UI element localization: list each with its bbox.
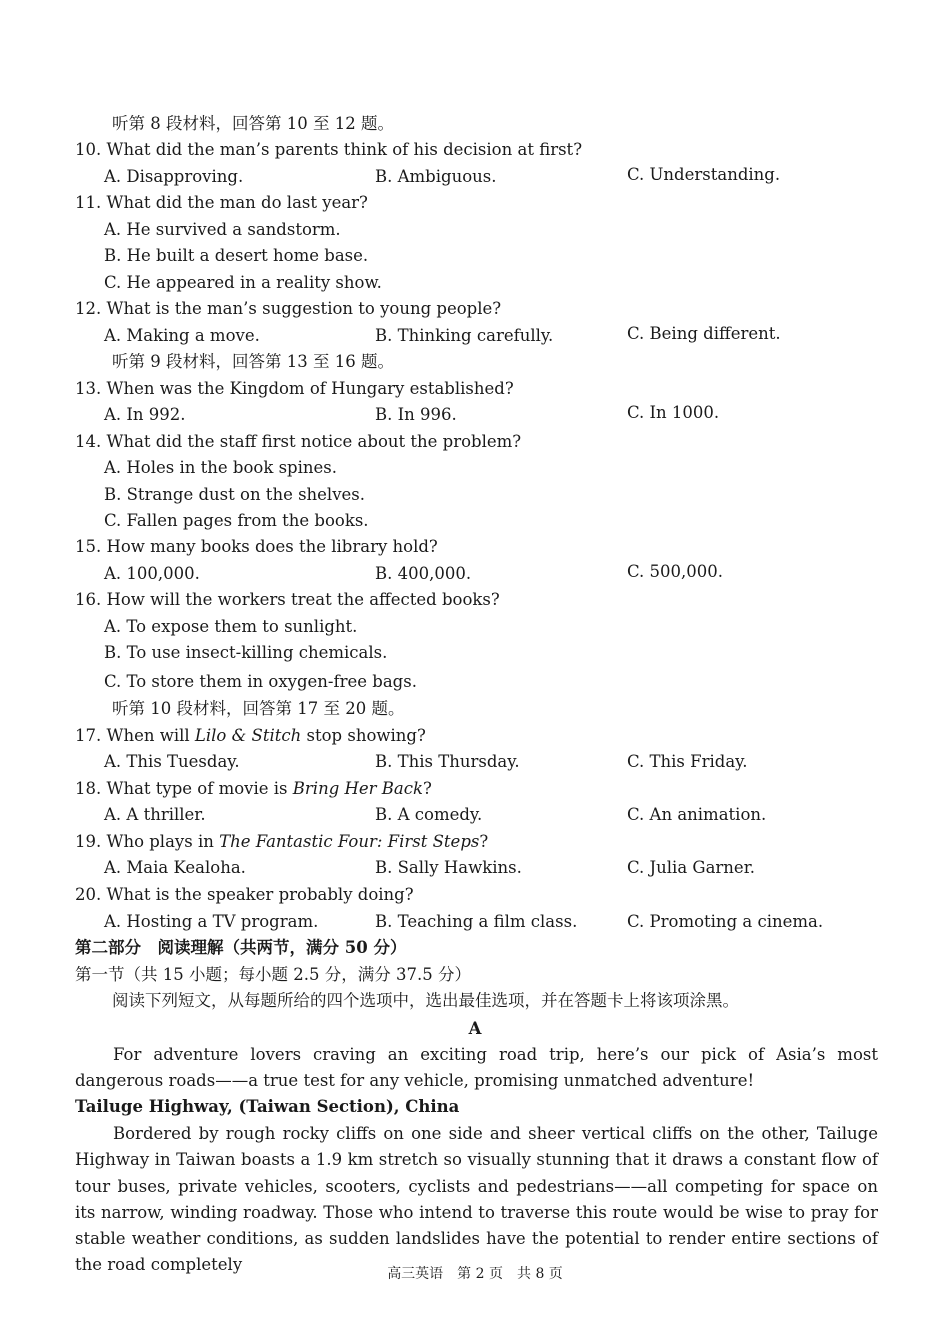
question-13-option-c: C. In 1000. — [627, 403, 720, 422]
passage-paragraph-1 — [75, 1121, 878, 1279]
question-11-option-a: A. He survived a sandstorm. — [104, 220, 341, 239]
question-11-option-b: B. He built a desert home base. — [104, 246, 369, 265]
page-footer: 高三英语 第 2 页 共 8 页 — [387, 1266, 563, 1282]
question-14-option-b: B. Strange dust on the shelves. — [104, 485, 366, 504]
question-11-stem: 11. What did the man do last year? — [75, 193, 368, 212]
question-13-option-a: A. In 992. — [104, 405, 186, 424]
question-17-option-c: C. This Friday. — [627, 752, 748, 771]
section8-intro: 听第 8 段材料，回答第 10 至 12 题。 — [112, 114, 394, 133]
question-11-option-c: C. He appeared in a reality show. — [104, 273, 382, 292]
reading-instructions: 阅读下列短文，从每题所给的四个选项中，选出最佳选项，并在答题卡上将该项涂黑。 — [112, 991, 739, 1010]
question-16-stem: 16. How will the workers treat the affected books? — [75, 590, 500, 609]
question-10-option-b: B. Ambiguous. — [375, 167, 497, 186]
question-19-movie-title: The Fantastic Four: First Steps — [219, 832, 480, 851]
question-20-option-c: C. Promoting a cinema. — [627, 912, 824, 931]
question-18-movie-title: Bring Her Back — [292, 779, 423, 798]
question-16-option-a: A. To expose them to sunlight. — [104, 617, 358, 636]
passage-intro-paragraph — [75, 1042, 878, 1095]
question-16-option-c: C. To store them in oxygen-free bags. — [104, 672, 417, 691]
question-20-option-b: B. Teaching a film class. — [375, 912, 578, 931]
question-12-option-c: C. Being different. — [627, 324, 781, 343]
question-10-stem: 10. What did the man’s parents think of his decision at first? — [75, 140, 583, 159]
question-14-option-c: C. Fallen pages from the books. — [104, 511, 369, 530]
passage-paragraph-1-text: Bordered by rough rocky cliffs on one side and sheer vertical cliffs on the other, Tailuge Highway in Taiwan boasts a 1.9 km stretch so visually stunning that it draws a constant flow of tour buses, private vehicles, scooters, cyclists and pedestrians——all competing for space on its narrow, winding roadway. Those who intend to traverse this route would be wise to pray for stable weather conditions, as sudden landslides have the potential to render entire sections of the road completely — [75, 1124, 878, 1275]
question-19-stem — [75, 831, 488, 853]
question-17-stem-post: stop showing? — [301, 726, 426, 745]
question-10-option-c: C. Understanding. — [627, 165, 781, 184]
question-18-stem — [75, 778, 432, 800]
question-18-option-b: B. A comedy. — [375, 805, 483, 824]
passage-letter: A — [468, 1019, 482, 1038]
question-12-option-b: B. Thinking carefully. — [375, 326, 554, 345]
question-14-option-a: A. Holes in the book spines. — [104, 458, 337, 477]
question-14-stem: 14. What did the staff first notice about the problem? — [75, 432, 522, 451]
question-20-stem: 20. What is the speaker probably doing? — [75, 885, 414, 904]
question-15-stem: 15. How many books does the library hold? — [75, 537, 438, 556]
question-19-option-b: B. Sally Hawkins. — [375, 858, 522, 877]
question-16-option-b: B. To use insect-killing chemicals. — [104, 643, 388, 662]
heading-tailuge-highway: Tailuge Highway, (Taiwan Section), China — [75, 1097, 460, 1116]
question-17-option-a: A. This Tuesday. — [104, 752, 240, 771]
question-17-stem — [75, 725, 426, 747]
section10-intro: 听第 10 段材料，回答第 17 至 20 题。 — [112, 699, 405, 718]
question-17-movie-title: Lilo & Stitch — [194, 726, 302, 745]
question-13-stem: 13. When was the Kingdom of Hungary established? — [75, 379, 514, 398]
section9-intro: 听第 9 段材料，回答第 13 至 16 题。 — [112, 352, 394, 371]
question-18-stem-pre: 18. What type of movie is — [75, 779, 293, 798]
question-18-option-c: C. An animation. — [627, 805, 767, 824]
question-19-stem-post: ? — [479, 832, 489, 851]
question-19-option-c: C. Julia Garner. — [627, 858, 756, 877]
question-12-stem: 12. What is the man’s suggestion to young people? — [75, 299, 502, 318]
question-15-option-b: B. 400,000. — [375, 564, 472, 583]
question-19-stem-pre: 19. Who plays in — [75, 832, 220, 851]
question-13-option-b: B. In 996. — [375, 405, 457, 424]
passage-intro-text: For adventure lovers craving an exciting road trip, here’s our pick of Asia’s most dangerous roads——a true test for any vehicle, promising unmatched adventure! — [75, 1045, 878, 1091]
question-12-option-a: A. Making a move. — [104, 326, 260, 345]
question-18-option-a: A. A thriller. — [104, 805, 206, 824]
question-17-stem-pre: 17. When will — [75, 726, 195, 745]
question-10-option-a: A. Disapproving. — [104, 167, 244, 186]
question-17-option-b: B. This Thursday. — [375, 752, 520, 771]
part-two-title: 第二部分 阅读理解（共两节，满分 50 分） — [75, 938, 407, 957]
question-20-option-a: A. Hosting a TV program. — [104, 912, 319, 931]
question-18-stem-post: ? — [423, 779, 432, 798]
question-19-option-a: A. Maia Kealoha. — [104, 858, 246, 877]
section-one-title: 第一节（共 15 小题；每小题 2.5 分，满分 37.5 分） — [75, 965, 471, 984]
question-15-option-c: C. 500,000. — [627, 562, 724, 581]
question-15-option-a: A. 100,000. — [104, 564, 200, 583]
